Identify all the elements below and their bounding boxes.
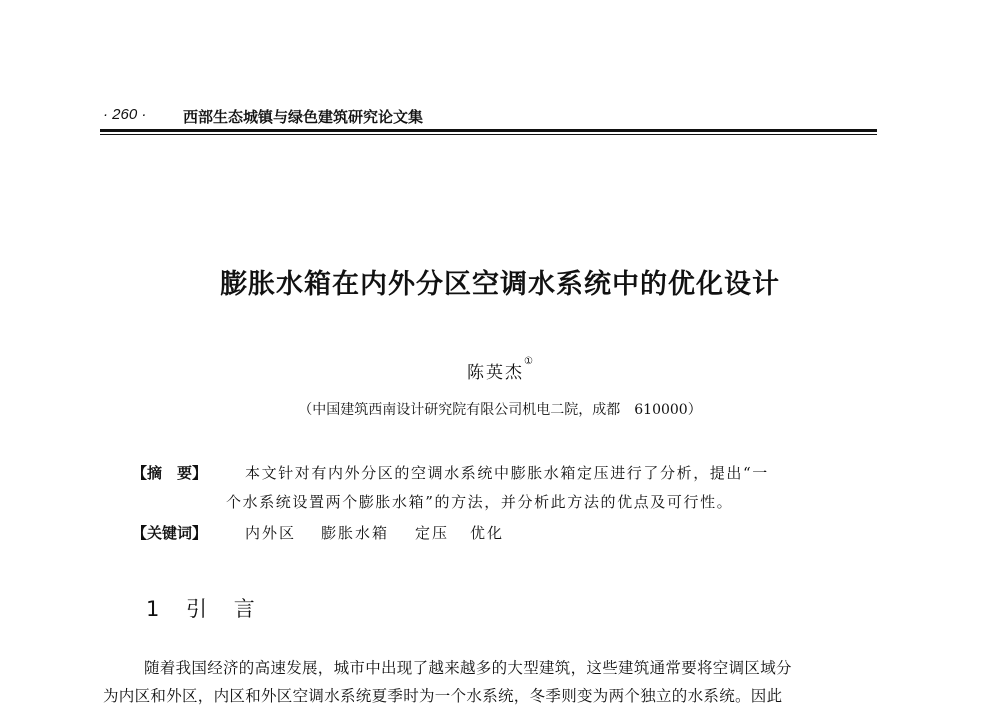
abstract-label: 【摘 要】: [132, 464, 208, 482]
author-line: [0, 358, 1000, 383]
keyword: 膨胀水箱: [321, 524, 390, 542]
body-text-line-1: 随着我国经济的高速发展，城市中出现了越来越多的大型建筑，这些建筑通常要将空调区域分: [144, 659, 792, 677]
keywords-label: 【关键词】: [132, 524, 208, 542]
section-heading: 1 引 言: [146, 597, 265, 621]
abstract-text-line-1: 本文针对有内外分区的空调水系统中膨胀水箱定压进行了分析，提出“一: [245, 464, 769, 482]
keyword: 优化: [470, 524, 505, 542]
abstract-text-line-2: 个水系统设置两个膨胀水箱”的方法，并分析此方法的优点及可行性。: [226, 493, 734, 511]
header-rule-thin: [100, 134, 877, 135]
header-rule-thick: [100, 129, 877, 132]
body-text-line-2: 为内区和外区，内区和外区空调水系统夏季时为一个水系统，冬季则变为两个独立的水系统。因此: [103, 687, 783, 705]
paper-title: 膨胀水箱在内外分区空调水系统中的优化设计: [220, 269, 780, 300]
keyword: 内外区: [245, 524, 297, 542]
running-header-title: 西部生态城镇与绿色建筑研究论文集: [183, 108, 424, 126]
author-name: 陈英杰: [467, 363, 525, 383]
page-number: · 260 ·: [103, 106, 147, 123]
author-footnote-mark: ①: [524, 356, 533, 367]
keyword: 定压: [415, 524, 450, 542]
affiliation: （中国建筑西南设计研究院有限公司机电二院，成都 610000）: [298, 402, 702, 418]
